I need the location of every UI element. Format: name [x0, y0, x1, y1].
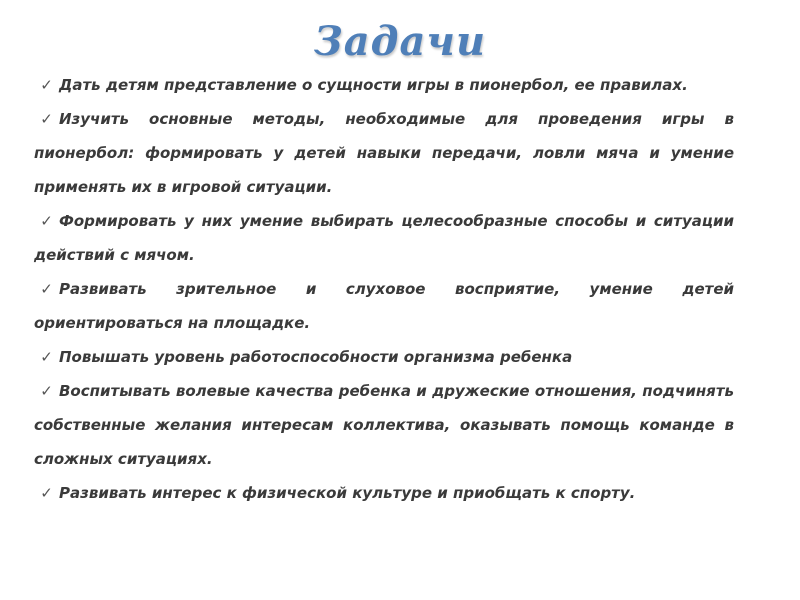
task-item [34, 340, 734, 374]
check-mark-icon: ✓ [40, 280, 53, 298]
task-text: Развивать интерес к физической культуре и приобщать к спорту. [59, 484, 636, 502]
task-item [34, 68, 734, 102]
task-item [34, 374, 734, 476]
task-text: Развивать зрительное и слуховое восприятие, умение детей ориентироваться на площадке. [34, 280, 734, 332]
check-mark-icon: ✓ [40, 212, 53, 230]
check-mark-icon: ✓ [40, 382, 53, 400]
task-item [34, 204, 734, 272]
slide-title: Задачи [313, 18, 487, 65]
task-item [34, 102, 734, 204]
task-text: Формировать у них умение выбирать целесообразные способы и ситуации действий с мячом. [34, 212, 734, 264]
task-item [34, 476, 734, 510]
task-list [34, 68, 734, 510]
task-text: Воспитывать волевые качества ребенка и дружеские отношения, подчинять собственные желания интересам коллектива, оказывать помощь команде в сложных ситуациях. [34, 382, 734, 468]
check-mark-icon: ✓ [40, 110, 53, 128]
check-mark-icon: ✓ [40, 76, 53, 94]
check-mark-icon: ✓ [40, 484, 53, 502]
check-mark-icon: ✓ [40, 348, 53, 366]
task-text: Повышать уровень работоспособности организма ребенка [59, 348, 573, 366]
task-item [34, 272, 734, 340]
task-text: Дать детям представление о сущности игры в пионербол, ее правилах. [59, 76, 688, 94]
task-text: Изучить основные методы, необходимые для проведения игры в пионербол: формировать у детей навыки передачи, ловли мяча и умение применять их в игровой ситуации. [34, 110, 734, 196]
